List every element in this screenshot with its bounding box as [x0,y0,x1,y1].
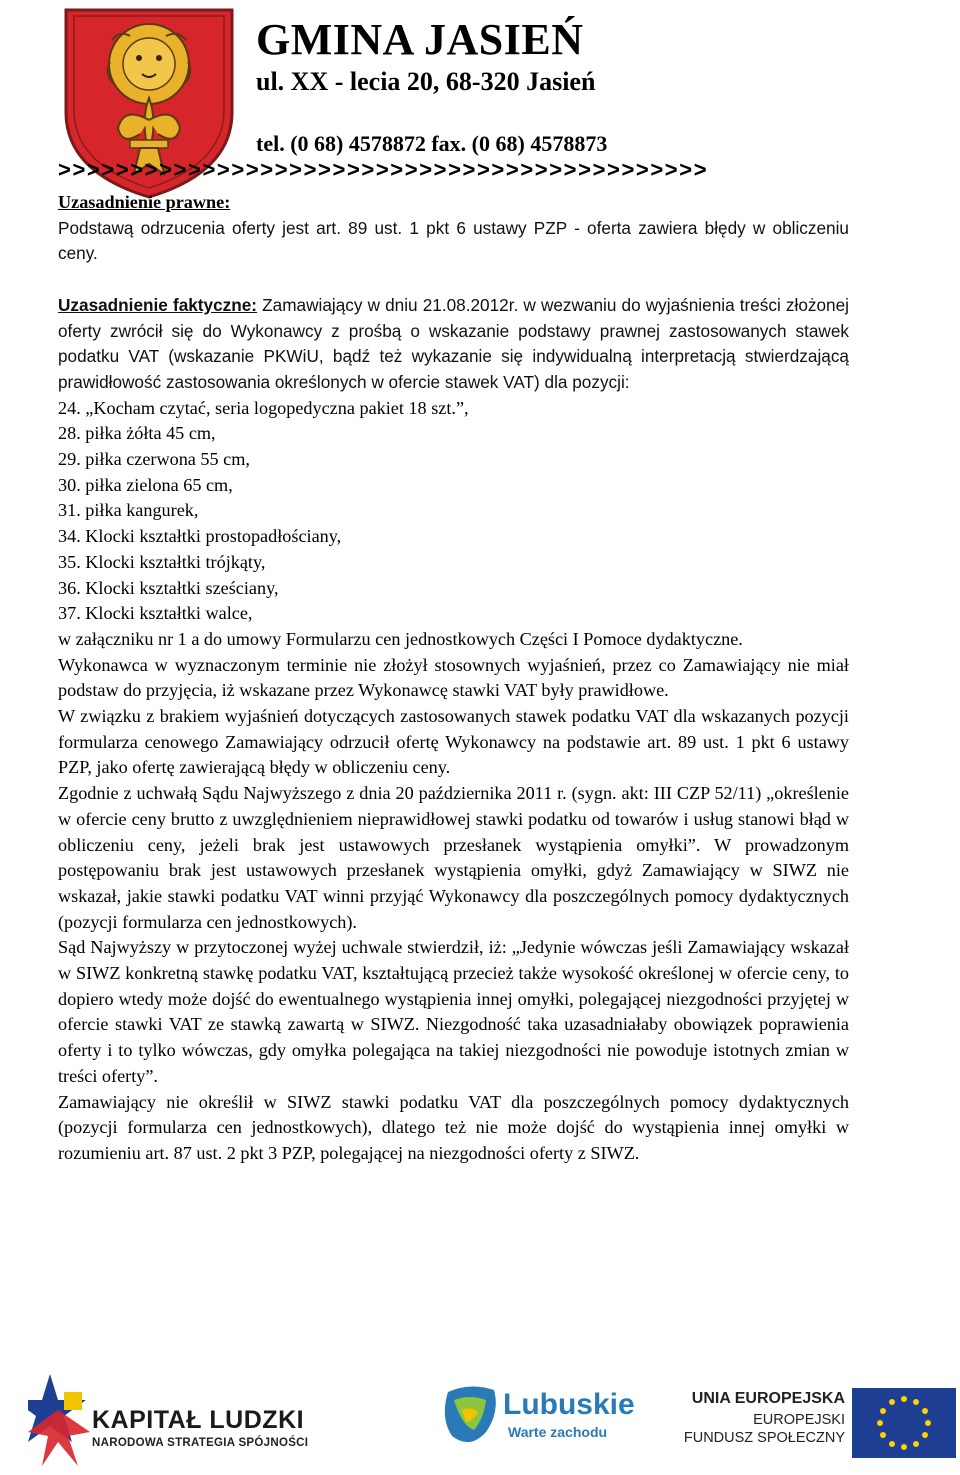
document-body [58,190,849,1167]
list-item: 29. piłka czerwona 55 cm, [58,449,250,470]
kapital-ludzki-subtitle: NARODOWA STRATEGIA SPÓJNOŚCI [92,1437,309,1449]
municipality-contact: tel. (0 68) 4578872 fax. (0 68) 4578873 [256,131,608,156]
list-item: 31. piłka kangurek, [58,500,199,521]
positions-list [58,396,849,627]
body-paragraph: Sąd Najwyższy w przytoczonej wyżej uchwale stwierdził, iż: „Jedynie wówczas jeśli Zamawiający wskazał w SIWZ konkretną stawkę podatku VAT, kształtującą przecież także wysokość określonej w ofercie ceny, to dopiero wtedy może dojść do ewentualnego wystąpienia innej omyłki, polegającej niezgodności przyjętej w ofercie stawki VAT ze stawką zawartą w SIWZ. Niezgodność taka uzasadniałaby obowiązek poprawienia oferty i to tylko wówczas, gdy omyłka polegająca na takiej niezgodności nie powoduje istotnych zmian w treści oferty”. [58,937,849,1086]
eu-title: UNIA EUROPEJSKA [691,1390,845,1407]
kapital-ludzki-title: KAPITAŁ LUDZKI [92,1406,305,1434]
eu-fund-line2: FUNDUSZ SPOŁECZNY [683,1430,845,1446]
legal-basis-heading: Uzasadnienie prawne: [58,192,231,212]
lubuskie-subtitle: Warte zachodu [508,1424,608,1440]
municipality-address: ul. XX - lecia 20, 68-320 Jasień [256,67,596,96]
list-item: 36. Klocki kształtki sześciany, [58,577,279,598]
legal-basis-text: Podstawą odrzucenia oferty jest art. 89 ust. 1 pkt 6 ustawy PZP - oferta zawiera błędy w obliczeniu ceny. [58,217,849,264]
lubuskie-title: Lubuskie [503,1388,635,1421]
list-item: 34. Klocki kształtki prostopadłościany, [58,526,342,547]
factual-basis-paragraph [58,293,849,396]
list-item: 24. „Kocham czytać, seria logopedyczna pakiet 18 szt.”, [58,397,469,418]
list-item: 28. piłka żółta 45 cm, [58,423,216,444]
factual-basis-heading: Uzasadnienie faktyczne: [58,294,258,315]
municipality-name: GMINA JASIEŃ [256,15,584,64]
list-item: 30. piłka zielona 65 cm, [58,474,233,495]
list-item: 35. Klocki kształtki trójkąty, [58,551,266,572]
kapital-ludzki-star-icon [28,1370,98,1470]
eu-fund-line1: EUROPEJSKI [753,1412,845,1428]
body-paragraph: Wykonawca w wyznaczonym terminie nie złożył stosownych wyjaśnień, przez co Zamawiający nie miał podstaw do przyjęcia, iż wskazane przez Wykonawcę stawki VAT były prawidłowe. [58,654,849,701]
list-item: 37. Klocki kształtki walce, [58,603,253,624]
header-separator: >>>>>>>>>>>>>>>>>>>>>>>>>>>>>>>>>>>>>>>>>>>>> [58,157,709,182]
eu-flag-icon [852,1388,956,1458]
body-paragraph: Zamawiający nie określił w SIWZ stawki podatku VAT dla poszczególnych pomocy dydaktycznych (pozycji formularza cen jednostkowych), dlatego też nie może dojść do wystąpienia innej omyłki w rozumieniu art. 87 ust. 2 pkt 3 PZP, polegającej na niezgodności oferty z SIWZ. [58,1091,849,1163]
footer-logos [0,1370,960,1475]
body-paragraph: W związku z brakiem wyjaśnień dotyczących zastosowanych stawek podatku VAT dla wskazanych pozycji formularza cenowego Zamawiający odrzucił ofertę Wykonawcy na podstawie art. 89 ust. 1 pkt 6 ustawy PZP, jako ofertę zawierającą błędy w obliczeniu ceny. [58,706,849,778]
body-paragraph: w załączniku nr 1 a do umowy Formularzu cen jednostkowych Części I Pomoce dydaktyczne. [58,628,743,649]
lubuskie-emblem-icon [440,1382,502,1450]
body-paragraph: Zgodnie z uchwałą Sądu Najwyższego z dnia 20 października 2011 r. (sygn. akt: III CZP 52/11) „określenie w ofercie ceny brutto z uwzględnieniem nieprawidłowej stawki podatku od towarów i usług stanowi błąd w obliczeniu ceny, jeżeli brak jest ustawowych przesłanek wystąpienia omyłki”. W prowadzonym postępowaniu brak jest ustawowych przesłanek wystąpienia omyłki, gdyż Zamawiający w SIWZ nie wskazał, jakie stawki podatku VAT winni przyjąć Wykonawcy dla poszczególnych pomocy dydaktycznych (pozycji formularza cen jednostkowych). [58,783,849,932]
factual-basis-intro: Zamawiający w dniu 21.08.2012r. w wezwaniu do wyjaśnienia treści złożonej oferty zwrócił się do Wykonawcy z prośbą o wskazanie podstawy prawnej zastosowanych stawek podatku VAT (wskazanie PKWiU, bądź też wykazanie się indywidualną interpretacją stwierdzającą prawidłowość zastosowania określonych w ofercie stawek VAT) dla pozycji: [58,294,849,392]
